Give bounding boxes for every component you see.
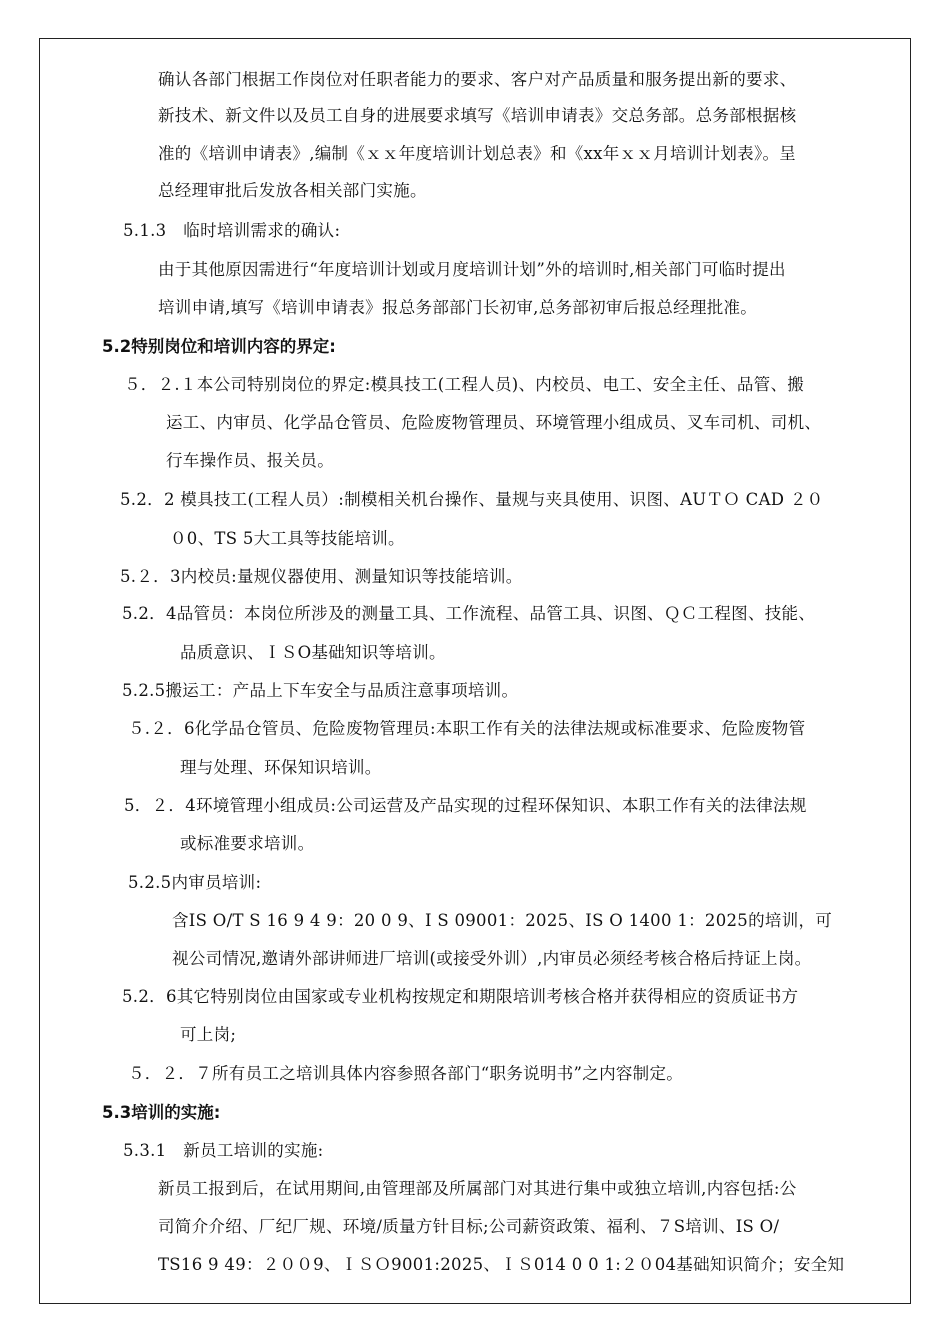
text-line: 5.2.5内审员培训: <box>128 873 262 892</box>
section-heading: 5.3培训的实施: <box>102 1103 221 1122</box>
text-line: 5．２．4环境管理小组成员:公司运营及产品实现的过程环保知识、本职工作有关的法律法规 <box>124 796 807 815</box>
text-line: 运工、内审员、化学品仓管员、危险废物管理员、环境管理小组成员、叉车司机、司机、 <box>166 413 822 432</box>
text-line: 培训申请,填写《培训申请表》报总务部部门长初审,总务部初审后报总经理批准。 <box>158 298 758 317</box>
text-line: 品质意识、ＩＳO基础知识等培训。 <box>180 643 446 662</box>
text-line: 总经理审批后发放各相关部门实施。 <box>158 181 427 200</box>
text-line: 含IS O/T S 16 9 4 9：20 0 9、I S 09001：2025、IS O 1400 1：2025的培训，可 <box>172 911 833 930</box>
text-line: 或标准要求培训。 <box>180 834 315 853</box>
text-line: 行车操作员、报关员。 <box>166 451 334 470</box>
subsection-heading: 5.1.3 临时培训需求的确认: <box>123 221 341 240</box>
text-line: 准的《培训申请表》,编制《ｘｘ年度培训计划总表》和《xx年ｘｘ月培训计划表》。呈 <box>158 144 797 163</box>
text-line: 5.2．2 模具技工(工程人员）:制模相关机台操作、量规与夹具使用、识图、AUＴＯ CAD ２０ <box>120 490 824 509</box>
text-line: ５.２．6化学品仓管员、危险废物管理员:本职工作有关的法律法规或标准要求、危险废物管 <box>128 719 806 738</box>
text-line: 5.２．3内校员:量规仪器使用、测量知识等技能培训。 <box>120 567 523 586</box>
text-line: 5.2.5搬运工：产品上下车安全与品质注意事项培训。 <box>122 681 519 700</box>
text-line: ０0、TS 5大工具等技能培训。 <box>170 529 405 548</box>
text-line: 确认各部门根据工作岗位对任职者能力的要求、客户对产品质量和服务提出新的要求、 <box>158 70 797 89</box>
text-line: 5.2．4品管员：本岗位所涉及的测量工具、工作流程、品管工具、识图、ＱＣ工程图、技能、 <box>122 604 816 623</box>
text-line: 5.2．6其它特别岗位由国家或专业机构按规定和期限培训考核合格并获得相应的资质证书方 <box>122 987 799 1006</box>
text-line: 理与处理、环保知识培训。 <box>180 758 382 777</box>
text-line: 新员工报到后，在试用期间,由管理部及所属部门对其进行集中或独立培训,内容包括:公 <box>158 1179 797 1198</box>
text-line: ５．２.１本公司特别岗位的界定:模具技工(工程人员)、内校员、电工、安全主任、品管、搬 <box>124 375 805 394</box>
text-line: 可上岗; <box>180 1025 237 1044</box>
subsection-heading: 5.3.1 新员工培训的实施: <box>123 1141 324 1160</box>
text-line: 视公司情况,邀请外部讲师进厂培训(或接受外训）,内审员必须经考核合格后持证上岗。 <box>172 949 812 968</box>
section-heading: 5.2特别岗位和培训内容的界定: <box>102 337 336 356</box>
text-line: 新技术、新文件以及员工自身的进展要求填写《培训申请表》交总务部。总务部根据核 <box>158 106 797 125</box>
text-line: ５．２．７所有员工之培训具体内容参照各部门“职务说明书”之内容制定。 <box>128 1064 684 1083</box>
text-line: 司简介介绍、厂纪厂规、环境/质量方针目标;公司薪资政策、福利、７S培训、IS O/ <box>158 1217 780 1236</box>
text-line: 由于其他原因需进行“年度培训计划或月度培训计划”外的培训时,相关部门可临时提出 <box>158 260 786 279</box>
text-line: TS16 9 49：２００9、ＩＳＯ9001:2025、ＩＳ014 0 0 1:２０04基础知识简介；安全知 <box>158 1255 845 1274</box>
